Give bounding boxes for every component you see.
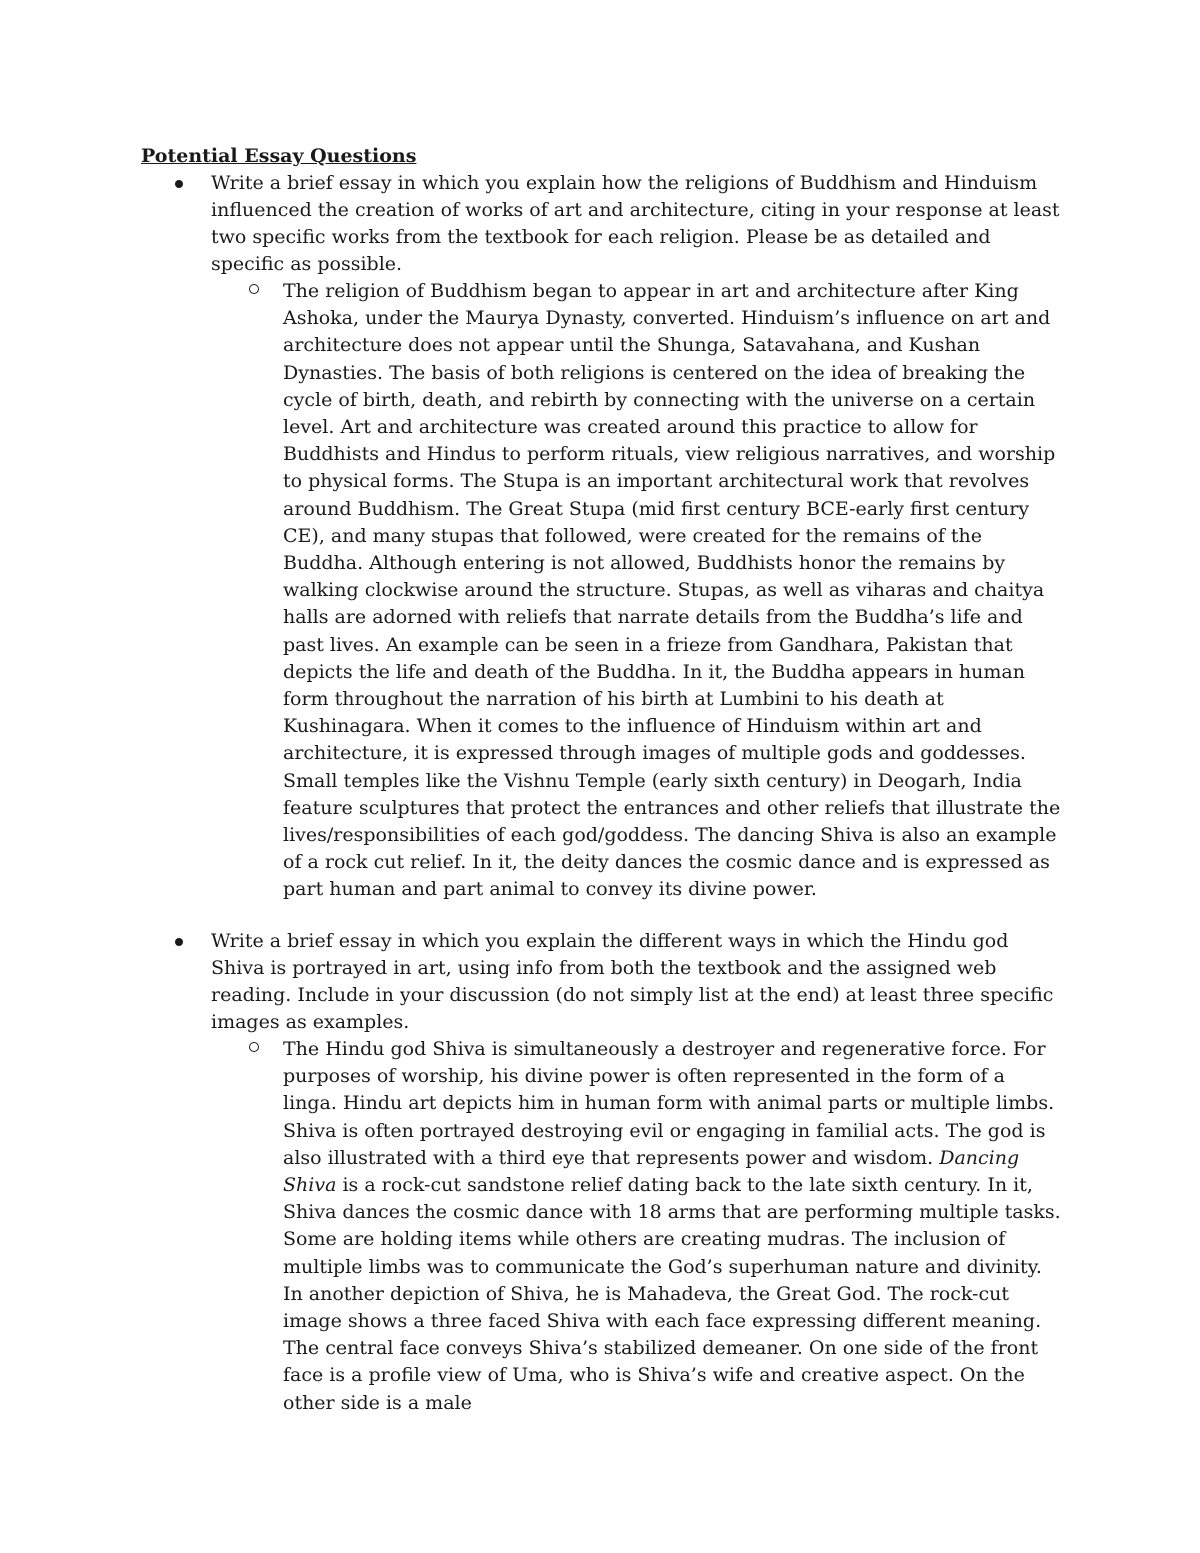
question-prompt-2: Write a brief essay in which you explain the different ways in which the Hindu god Shiva is portrayed in art, using info from both the textbook and the assigned web reading. Include in your discussion (do not simply list at the end) at least three specific images as examples. (211, 930, 1054, 1033)
question-prompt-1: Write a brief essay in which you explain how the religions of Buddhism and Hinduism influenced the creation of works of art and architecture, citing in your response at least two specific works from the textbook for each religion. Please be as detailed and specific as possible. (211, 172, 1060, 275)
hollow-circle-bullet-icon (249, 284, 259, 294)
answer-text-2-part-1: The Hindu god Shiva is simultaneously a destroyer and regenerative force. For purposes of worship, his divine power is often represented in the form of a linga. Hindu art depicts him in human form with animal parts or multiple limbs. Shiva is often portrayed destroying evil or engaging in familial acts. The god is also illustrated with a third eye that represents power and wisdom. (283, 1038, 1055, 1169)
filled-bullet-icon (175, 180, 183, 188)
filled-bullet-icon (175, 938, 183, 946)
artwork-title-dancing-shiva: Dancing Shiva (283, 1146, 1020, 1197)
document-title: Potential Essay Questions (141, 145, 417, 167)
answer-text-1: The religion of Buddhism began to appear in art and architecture after King Ashoka, under the Maurya Dynasty, converted. Hinduism’s influence on art and architecture does not appear until the Shunga, Satavahana, and Kushan Dynasties. The basis of both religions is centered on the idea of breaking the cycle of birth, death, and rebirth by connecting with the universe on a certain level. Art and architecture was created around this practice to allow for Buddhists and Hindus to perform rituals, view religious narratives, and worship to physical forms. The Stupa is an important architectural work that revolves around Buddhism. The Great Stupa (mid first century BCE-early first century CE), and many stupas that followed, were created for the remains of the Buddha. Although entering is not allowed, Buddhists honor the remains by walking clockwise around the structure. Stupas, as well as viharas and chaitya halls are adorned with reliefs that narrate details from the Buddha’s life and past lives. An example can be seen in a frieze from Gandhara, Pakistan that depicts the life and death of the Buddha. In it, the Buddha appears in human form throughout the narration of his birth at Lumbini to his death at Kushinagara. When it comes to the influence of Hinduism within art and architecture, it is expressed through images of multiple gods and goddesses. Small temples like the Vishnu Temple (early sixth century) in Deogarh, India feature sculptures that protect the entrances and other reliefs that illustrate the lives/responsibilities of each god/goddess. The dancing Shiva is also an example of a rock cut relief. In it, the deity dances the cosmic dance and is expressed as part human and part animal to convey its divine power. (283, 280, 1061, 901)
hollow-circle-bullet-icon (249, 1042, 259, 1052)
answer-text-2 (283, 1036, 1063, 1417)
answer-text-2-part-2: is a rock-cut sandstone relief dating back to the late sixth century. In it, Shiva dances the cosmic dance with 18 arms that are performing multiple tasks. Some are holding items while others are creating mudras. The inclusion of multiple limbs was to communicate the God’s superhuman nature and divinity. In another depiction of Shiva, he is Mahadeva, the Great God. The rock-cut image shows a three faced Shiva with each face expressing different meaning. The central face conveys Shiva’s stabilized demeaner. On one side of the front face is a profile view of Uma, who is Shiva’s wife and creative aspect. On the other side is a male (283, 1174, 1061, 1414)
